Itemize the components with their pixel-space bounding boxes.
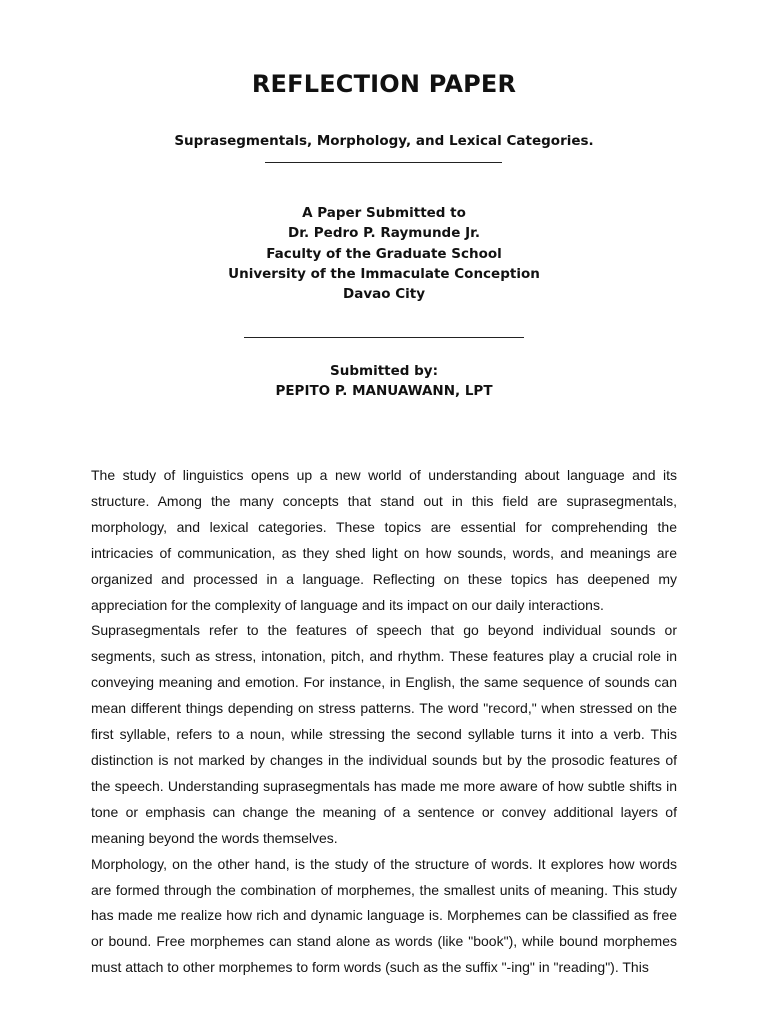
submission-block <box>0 203 768 304</box>
submission-divider <box>244 337 524 338</box>
paragraph-morphology: Morphology, on the other hand, is the study of the structure of words. It explores how words are formed through the combination of morphemes, the smallest units of meaning. This study has made me realize how rich and dynamic language is. Morphemes can be classified as free or bound. Free morphemes can stand alone as words (like "book"), while bound morphemes must attach to other morphemes to form words (such as the suffix "-ing" in "reading"). This <box>91 855 677 976</box>
submitted-by-label: Submitted by: <box>330 363 438 379</box>
page-title: REFLECTION PAPER <box>251 70 517 98</box>
city-name: Davao City <box>343 286 425 303</box>
body-text <box>91 463 677 981</box>
submission-line: A Paper Submitted to <box>302 205 466 221</box>
author-block <box>0 361 768 402</box>
professor-name: Dr. Pedro P. Raymunde Jr. <box>288 225 480 242</box>
faculty-name: Faculty of the Graduate School <box>266 245 502 262</box>
paragraph-suprasegmentals: Suprasegmentals refer to the features of speech that go beyond individual sounds or segments, such as stress, intonation, pitch, and rhythm. These features play a crucial role in conveying meaning and emotion. For instance, in English, the same sequence of sounds can mean different things depending on stress patterns. The word "record," when stressed on the first syllable, refers to a noun, while stressing the second syllable turns it into a verb. This distinction is not marked by changes in the individual sounds but by the prosodic features of the speech. Understanding suprasegmentals has made me more aware of how subtle shifts in tone or emphasis can change the meaning of a sentence or convey additional layers of meaning beyond the words themselves. <box>91 622 677 846</box>
university-name: University of the Immaculate Conception <box>228 265 540 282</box>
paragraph-intro: The study of linguistics opens up a new world of understanding about language and its structure. Among the many concepts that stand out in this field are suprasegmentals, morphology, and lexical categories. These topics are essential for comprehending the intricacies of communication, as they shed light on how sounds, words, and meanings are organized and processed in a language. Reflecting on these topics has deepened my appreciation for the complexity of language and its impact on our daily interactions. <box>91 467 677 613</box>
subtitle-divider <box>265 162 502 163</box>
paper-subtitle: Suprasegmentals, Morphology, and Lexical Categories. <box>174 133 594 149</box>
author-name: PEPITO P. MANUAWANN, LPT <box>275 383 493 400</box>
